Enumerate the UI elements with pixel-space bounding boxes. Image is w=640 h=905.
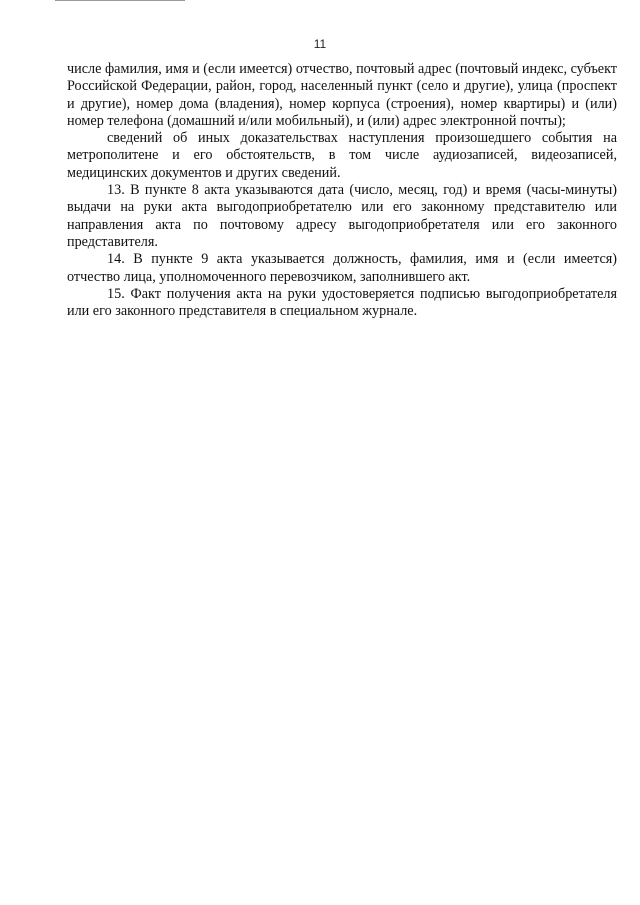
- paragraph-15: 15. Факт получения акта на руки удостоверяется подписью выгодоприобретателя или его законного представителя в специальном журнале.: [67, 285, 617, 320]
- scan-edge-line: [55, 0, 185, 1]
- paragraph-13: 13. В пункте 8 акта указываются дата (число, месяц, год) и время (часы-минуты) выдачи на руки акта выгодоприобретателю или его законному представителю или направления акта по почтовому адресу выгодоприобретателя или его законного представителя.: [67, 182, 617, 250]
- paragraph-evidence: сведений об иных доказательствах наступления произошедшего события на метрополитене и его обстоятельств, в том числе аудиозаписей, видеозаписей, медицинских документов и других сведений.: [67, 130, 617, 181]
- paragraph-continuation: числе фамилия, имя и (если имеется) отчество, почтовый адрес (почтовый индекс, субъект Российской Федерации, район, город, населенный пункт (село и другие), улица (проспект и другие), номер дома (владения), номер корпуса (строения), номер квартиры) и (или) номер телефона (домашний и/или мобильный), и (или) адрес электронной почты);: [67, 61, 617, 129]
- page-number: 11: [313, 37, 327, 51]
- paragraph-14: 14. В пункте 9 акта указывается должность, фамилия, имя и (если имеется) отчество лица, уполномоченного перевозчиком, заполнившего акт.: [67, 251, 617, 285]
- document-body: [67, 61, 617, 320]
